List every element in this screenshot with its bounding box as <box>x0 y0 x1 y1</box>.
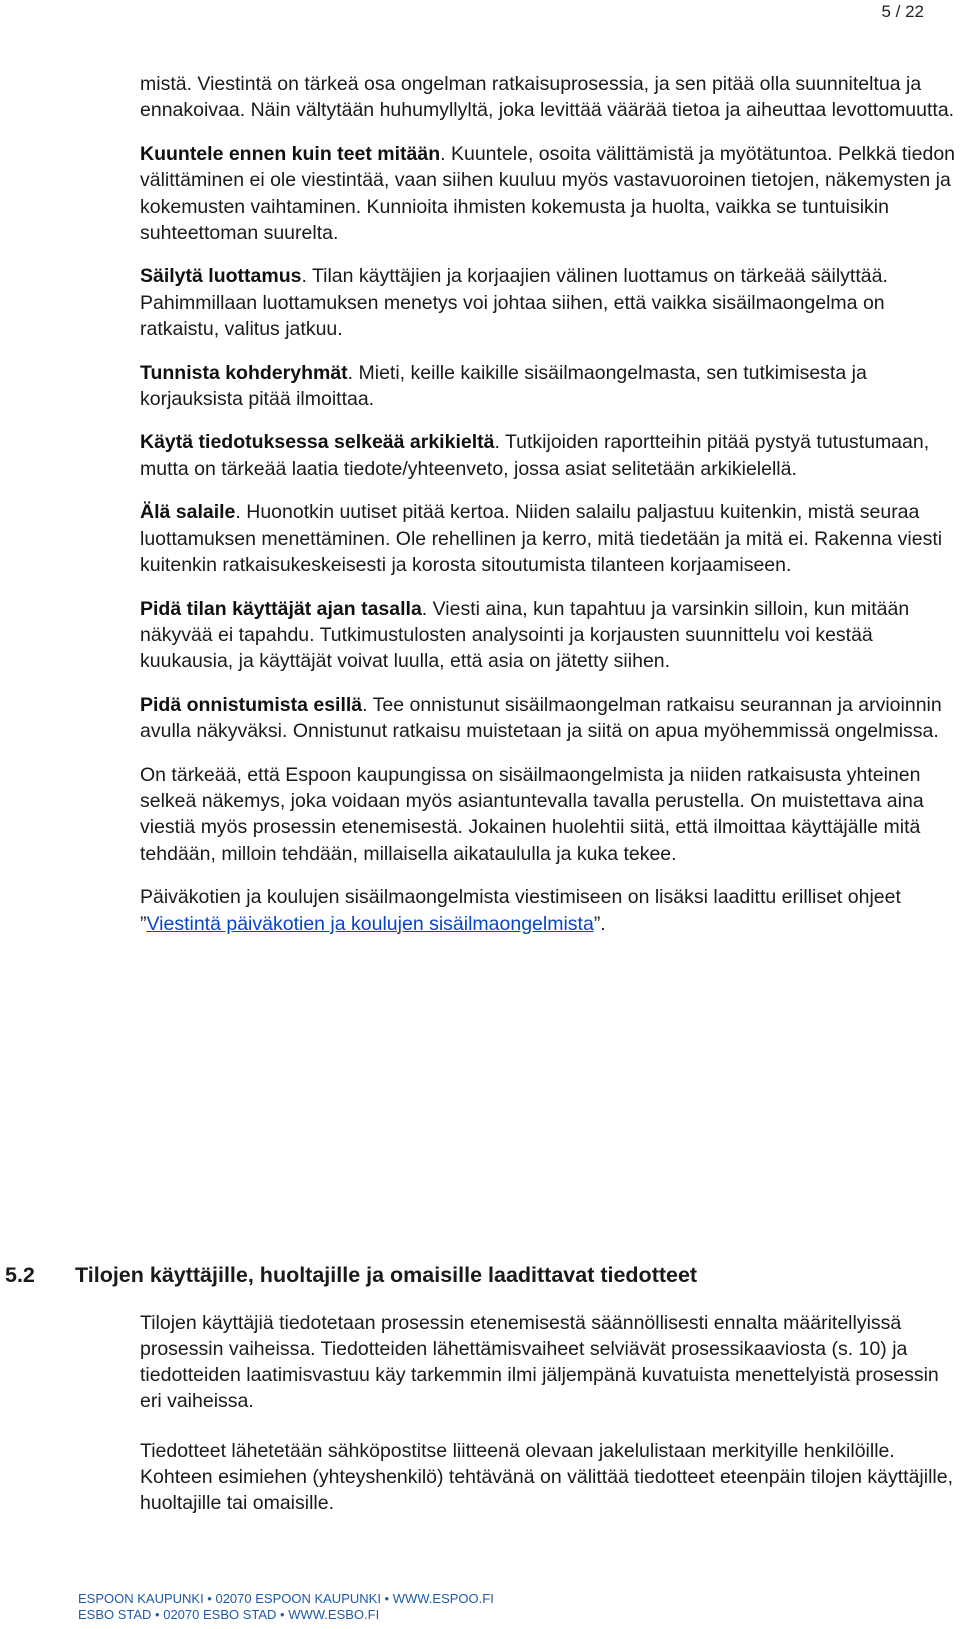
section-paragraph-1: Tilojen käyttäjiä tiedotetaan prosessin etenemisestä säännöllisesti ennalta määritellyissä prosessin vaiheissa. Tiedotteiden lähettämisvaiheet selviävät prosessikaaviosta (s. 10) ja tiedotteiden laatimisvastuu käy tarkemmin ilmi jäljempänä kuvatuista menettelyistä prosessin eri vaiheissa. <box>140 1312 939 1412</box>
paragraph-listen <box>140 141 960 247</box>
heading-inline: Säilytä luottamus <box>140 265 302 288</box>
paragraph-text: . Kuuntele, osoita välittämistä ja myötätuntoa. Pelkkä tiedon välittäminen ei ole viestintää, vaan siihen kuuluu myös vastavuoroinen tietojen, näkemysten ja kokemusten vaihtaminen. Kunnioita ihmisten kokemusta ja huolta, vaikka se tuntuisikin suhteettoman suurelta. <box>140 142 956 245</box>
section-heading <box>5 1261 955 1289</box>
page-number: 5 / 22 <box>881 2 924 21</box>
paragraph-espoo-view: On tärkeää, että Espoon kaupungissa on sisäilmaongelmista ja niiden ratkaisusta yhteinen selkeä näkemys, joka voidaan myös asiantuntevalla tavalla perustella. On muistettava aina viestiä myös prosessin etenemisestä. Jokainen huolehtii siitä, että ilmoittaa käyttäjälle mitä tehdään, milloin tehdään, millaisella aikataululla ja kuka tekee. <box>140 763 924 865</box>
document-body <box>140 71 960 954</box>
paragraph-no-secrets <box>140 499 960 578</box>
paragraph-text: . Tutkijoiden raportteihin pitää pystyä tutustumaan, mutta on tärkeää laatia tiedote/yhteenveto, jossa asiat selitetään arkikielellä. <box>140 431 930 480</box>
footer-line-swedish: ESBO STAD • 02070 ESBO STAD • WWW.ESBO.FI <box>78 1607 380 1622</box>
paragraph-plain-language <box>140 429 960 482</box>
paragraph-text: . Tee onnistunut sisäilmaongelman ratkaisu seurannan ja arvioinnin avulla näkyväksi. Onnistunut ratkaisu muistetaan ja siitä on apua myöhemmissä ongelmissa. <box>140 693 942 743</box>
heading-inline: Tunnista kohderyhmät <box>140 361 348 384</box>
paragraph-success <box>140 692 960 745</box>
heading-inline: Käytä tiedotuksessa selkeää arkikieltä <box>140 431 495 454</box>
paragraph-text: Päiväkotien ja koulujen sisäilmaongelmista viestimiseen on lisäksi laadittu erilliset ohjeet ” <box>140 886 901 935</box>
section-title: Tilojen käyttäjille, huoltajille ja omaisille laadittavat tiedotteet <box>75 1263 698 1287</box>
footer <box>78 1591 494 1623</box>
paragraph-keep-updated <box>140 596 960 675</box>
paragraph-text: ”. <box>593 912 606 935</box>
heading-inline: Pidä onnistumista esillä <box>140 693 363 716</box>
footer-line-finnish: ESPOON KAUPUNKI • 02070 ESPOON KAUPUNKI • WWW.ESPOO.FI <box>78 1591 494 1606</box>
paragraph-text: . Mieti, keille kaikille sisäilmaongelmasta, sen tutkimisesta ja korjauksista pitää ilmoittaa. <box>140 361 867 411</box>
heading-inline: Kuuntele ennen kuin teet mitään <box>140 142 441 165</box>
paragraph-separate-guide <box>140 884 960 937</box>
paragraph-target-groups <box>140 360 960 413</box>
paragraph-text: . Tilan käyttäjien ja korjaajien välinen luottamus on tärkeää säilyttää. Pahimmillaan luottamuksen menetys voi johtaa siihen, että vaikka sisäilmaongelma on ratkaistu, valitus jatkuu. <box>140 265 888 341</box>
heading-inline: Älä salaile <box>140 501 236 524</box>
section-body <box>140 1310 960 1540</box>
section-paragraph-2: Tiedotteet lähetetään sähköpostitse liitteenä olevaan jakelulistaan merkityille henkilöille. Kohteen esimiehen (yhteyshenkilö) tehtävänä on välittää tiedotteet eteenpäin tilojen käyttäjille, huoltajille tai omaisille. <box>140 1440 954 1514</box>
paragraph-trust <box>140 263 960 342</box>
guide-link[interactable]: Viestintä päiväkotien ja koulujen sisäilmaongelmista <box>146 912 594 935</box>
heading-inline: Pidä tilan käyttäjät ajan tasalla <box>140 597 422 620</box>
paragraph-text: . Huonotkin uutiset pitää kertoa. Niiden salailu paljastuu kuitenkin, mistä seuraa luottamuksen menettäminen. Ole rehellinen ja kerro, mitä tiedetään ja mitä ei. Rakenna viesti kuitenkin ratkaisukeskeisesti ja korosta sitoutumista tilanteen korjaamiseen. <box>140 501 943 577</box>
section-number: 5.2 <box>5 1263 35 1287</box>
paragraph-text: . Viesti aina, kun tapahtuu ja varsinkin silloin, kun mitään näkyvää ei tapahdu. Tutkimustulosten analysointi ja korjausten suunnittelu voi kestää kuukausia, ja käyttäjät voivat luulla, että asia on jätetty siihen. <box>140 597 910 673</box>
paragraph-intro: mistä. Viestintä on tärkeä osa ongelman ratkaisuprosessia, ja sen pitää olla suunniteltua ja ennakoivaa. Näin vältytään huhumyllyltä, joka levittää väärää tietoa ja aiheuttaa levottomuutta. <box>140 73 955 122</box>
